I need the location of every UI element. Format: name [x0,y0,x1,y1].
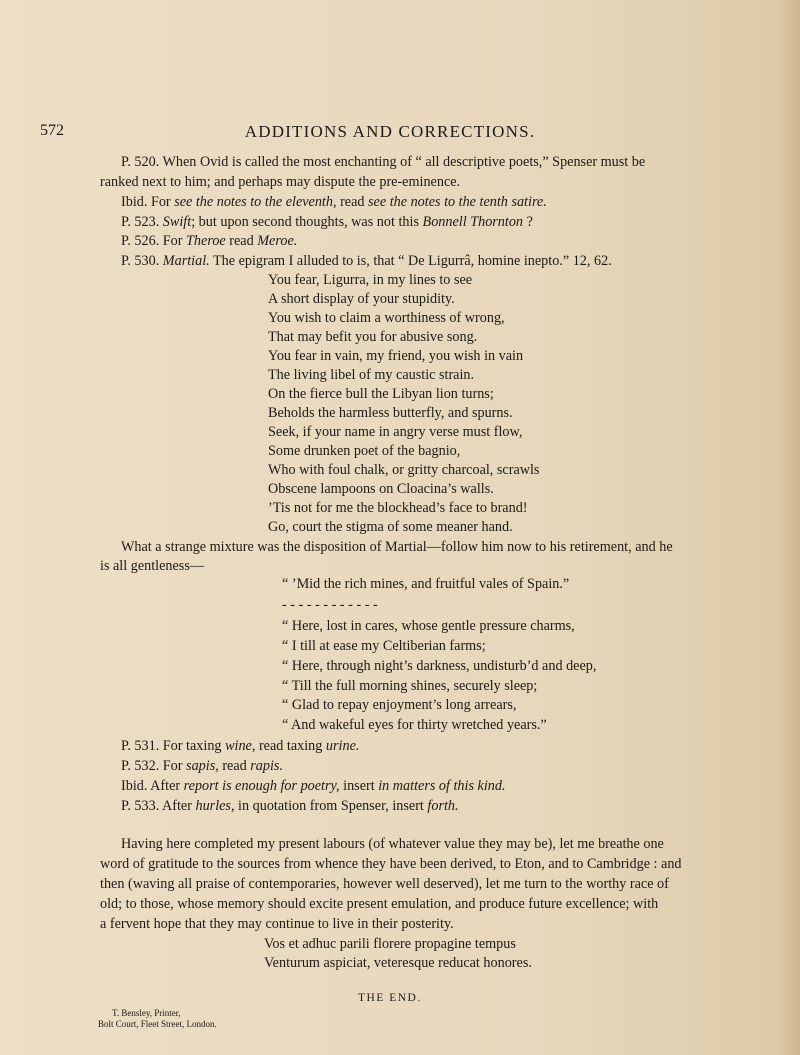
text-line [121,153,645,171]
running-head: ADDITIONS AND CORRECTIONS. [244,122,536,141]
text-run: word of gratitude to the sources from whence they have been derived, to Eton, and to Cambridge : and [100,856,682,872]
text-run: The epigram I alluded to is, that “ De Ligurrâ, homine inepto.” 12, 62. [209,253,612,269]
text-line [268,290,455,308]
page-edge-shading [778,0,800,1055]
italic-text: rapis. [250,758,283,774]
text-line [268,518,513,536]
text-run: read [218,758,251,774]
italic-text: see the notes to the tenth satire. [368,194,547,210]
italic-text: urine. [325,738,360,754]
text-line [282,637,486,655]
text-run: old; to those, whose memory should excite present emulation, and produce future excellence; with [100,896,659,912]
text-line [121,252,612,270]
text-run: Venturum aspiciat, veteresque reducat honores. [264,955,532,971]
text-run: “ Here, through night’s darkness, undisturb’d and deep, [282,658,597,674]
text-run: Having here completed my present labours (of whatever value they may be), let me breathe one [121,836,664,852]
text-line [100,915,454,933]
text-line [100,855,682,873]
text-run: Vos et adhuc parili florere propagine tempus [264,936,516,952]
italic-text: hurles, [195,798,235,814]
text-line [121,835,664,853]
text-line [268,347,523,365]
text-run: Beholds the harmless butterfly, and spurns. [268,405,513,421]
text-run: is all gentleness— [100,558,205,574]
text-run: What a strange mixture was the disposition of Martial—follow him now to his retirement, and he [121,539,673,555]
text-line [121,213,533,231]
text-line [268,461,539,479]
text-line [268,309,505,327]
text-run: A short display of your stupidity. [268,291,455,307]
text-line [121,757,283,775]
text-line [268,366,474,384]
text-run: P. 520. When Ovid is called the most enchanting of “ all descriptive poets,” Spenser must be [121,154,646,170]
text-run: ’Tis not for me the blockhead’s face to brand! [268,500,528,516]
italic-text: report is enough for poetry, [183,778,340,794]
text-line [121,538,673,556]
text-run: P. 532. For [121,758,187,774]
text-line [268,499,528,517]
page-header [40,122,740,144]
page-number: 572 [40,122,64,139]
text-run: - - - - - - - - - - - - [282,597,378,613]
text-line [282,575,569,593]
italic-text: sapis, [186,758,219,774]
text-run: P. 523. [121,214,163,230]
text-run: read [225,233,258,249]
text-run: Some drunken poet of the bagnio, [268,443,461,459]
text-line [121,737,359,755]
text-run: On the fierce bull the Libyan lion turns; [268,386,494,402]
italic-text: in matters of this kind. [378,778,506,794]
text-run: a fervent hope that they may continue to live in their posterity. [100,916,454,932]
text-line [268,328,477,346]
text-line [121,193,547,211]
text-run: “ I till at ease my Celtiberian farms; [282,638,486,654]
text-run: P. 530. [121,253,163,269]
text-run: Obscene lampoons on Cloacina’s walls. [268,481,494,497]
text-run: THE END. [358,992,422,1004]
text-line [268,480,494,498]
text-run: insert [339,778,379,794]
end-mark [358,989,422,1007]
text-run: P. 526. For [121,233,187,249]
text-run: You wish to claim a worthiness of wrong, [268,310,505,326]
text-run: The living libel of my caustic strain. [268,367,475,383]
italic-text: see the notes to the eleventh, [174,194,337,210]
text-run: “ Glad to repay enjoyment’s long arrears, [282,697,517,713]
text-line [264,935,516,953]
text-line [121,777,506,795]
text-run: You fear in vain, my friend, you wish in vain [268,348,524,364]
text-run: Seek, if your name in angry verse must flow, [268,424,523,440]
text-run: “ Till the full morning shines, securely sleep; [282,678,538,694]
text-run: P. 531. For taxing [121,738,226,754]
text-run: read [336,194,369,210]
text-line [264,954,532,972]
italic-text: Bonnell Thornton [422,214,524,230]
text-line [100,557,204,575]
text-line [268,442,460,460]
text-line [282,596,378,614]
text-run: read taxing [255,738,326,754]
text-run: in quotation from Spenser, insert [234,798,428,814]
text-line [268,271,472,289]
italic-text: wine, [225,738,256,754]
text-line [121,797,459,815]
text-run: Ibid. After [121,778,184,794]
text-run: ranked next to him; and perhaps may dispute the pre-eminence. [100,174,461,190]
text-run: “ And wakeful eyes for thirty wretched years.” [282,717,547,733]
italic-text: Swift [162,214,192,230]
text-line [268,385,494,403]
text-line [282,617,575,635]
text-line [100,895,658,913]
text-line [100,875,669,893]
text-run: You fear, Ligurra, in my lines to see [268,272,473,288]
text-line [282,716,547,734]
text-line [268,404,513,422]
colophon-line: Bolt Court, Fleet Street, London. [98,1019,217,1029]
text-run: then (waving all praise of contemporaries, however well deserved), let me turn to the worthy race of [100,876,669,892]
colophon-line: T. Bensley, Printer, [112,1008,181,1018]
text-line [282,696,516,714]
text-run: P. 533. After [121,798,196,814]
italic-text: Martial. [162,253,210,269]
text-run: “ Here, lost in cares, whose gentle pressure charms, [282,618,575,634]
text-run: Ibid. For [121,194,175,210]
text-run: That may befit you for abusive song. [268,329,478,345]
text-line [121,232,297,250]
text-line [282,677,537,695]
text-run: Go, court the stigma of some meaner hand. [268,519,513,535]
text-line [282,657,596,675]
italic-text: Theroe [186,233,226,249]
text-run: Who with foul chalk, or gritty charcoal, scrawls [268,462,540,478]
text-line [268,423,522,441]
text-run: ; but upon second thoughts, was not this [191,214,423,230]
text-line [100,173,460,191]
italic-text: Meroe. [257,233,298,249]
text-run: “ ’Mid the rich mines, and fruitful vales of Spain.” [282,576,570,592]
text-run: ? [523,214,533,230]
italic-text: forth. [427,798,459,814]
